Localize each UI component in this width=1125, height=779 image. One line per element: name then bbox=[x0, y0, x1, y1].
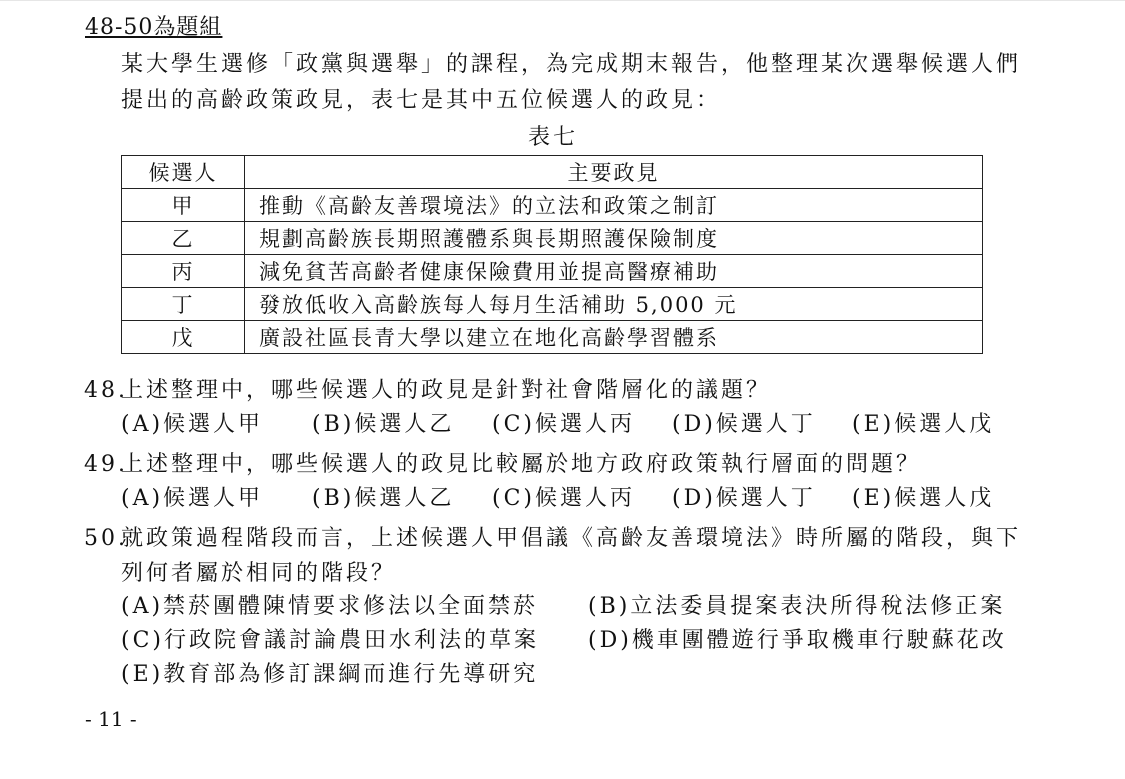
intro-line-2: 提出的高齡政策政見，表七是其中五位候選人的政見： bbox=[121, 88, 722, 113]
intro-line-1: 某大學生選修「政黨與選舉」的課程，為完成期末報告，他整理某次選舉候選人們 bbox=[121, 52, 1022, 77]
group-title: 48-50為題組 bbox=[85, 15, 223, 40]
candidate-cell: 戊 bbox=[122, 321, 245, 354]
candidate-policy-table bbox=[121, 155, 983, 354]
table-row bbox=[122, 288, 983, 321]
question-50-option-d[interactable]: (D)機車團體遊行爭取機車行駛蘇花改 bbox=[588, 628, 1007, 653]
table-header-row bbox=[122, 156, 983, 189]
question-48-option-b[interactable]: (B)候選人乙 bbox=[312, 412, 455, 437]
question-50-number: 50. bbox=[84, 526, 128, 551]
question-49-option-b[interactable]: (B)候選人乙 bbox=[312, 486, 455, 511]
table-row bbox=[122, 222, 983, 255]
question-50-option-a[interactable]: (A)禁菸團體陳情要求修法以全面禁菸 bbox=[121, 594, 539, 619]
candidate-cell: 乙 bbox=[122, 222, 245, 255]
question-50-option-c[interactable]: (C)行政院會議討論農田水利法的草案 bbox=[121, 628, 540, 653]
table-row bbox=[122, 321, 983, 354]
question-49-option-e[interactable]: (E)候選人戊 bbox=[852, 486, 995, 511]
question-50-option-e[interactable]: (E)教育部為修訂課綱而進行先導研究 bbox=[121, 662, 539, 687]
policy-cell: 推動《高齡友善環境法》的立法和政策之制訂 bbox=[245, 189, 983, 222]
table-row bbox=[122, 189, 983, 222]
question-48-number: 48. bbox=[84, 378, 128, 403]
question-48-option-a[interactable]: (A)候選人甲 bbox=[121, 412, 264, 437]
table-caption: 表七 bbox=[528, 125, 579, 150]
header-candidate: 候選人 bbox=[122, 156, 245, 189]
question-49-number: 49. bbox=[84, 452, 128, 477]
table-row bbox=[122, 255, 983, 288]
page-number: - 11 - bbox=[85, 707, 137, 731]
policy-cell: 規劃高齡族長期照護體系與長期照護保險制度 bbox=[245, 222, 983, 255]
policy-cell: 廣設社區長青大學以建立在地化高齡學習體系 bbox=[245, 321, 983, 354]
question-50-text-line-2: 列何者屬於相同的階段？ bbox=[121, 561, 397, 586]
candidate-cell: 丙 bbox=[122, 255, 245, 288]
question-50-option-b[interactable]: (B)立法委員提案表決所得稅法修正案 bbox=[588, 594, 1006, 619]
question-49-option-a[interactable]: (A)候選人甲 bbox=[121, 486, 264, 511]
question-48-option-d[interactable]: (D)候選人丁 bbox=[672, 412, 816, 437]
question-49-text: 上述整理中，哪些候選人的政見比較屬於地方政府政策執行層面的問題？ bbox=[121, 452, 922, 477]
question-49-option-d[interactable]: (D)候選人丁 bbox=[672, 486, 816, 511]
question-50-text-line-1: 就政策過程階段而言，上述候選人甲倡議《高齡友善環境法》時所屬的階段，與下 bbox=[121, 526, 1022, 551]
question-48-text: 上述整理中，哪些候選人的政見是針對社會階層化的議題？ bbox=[121, 378, 772, 403]
page-top-edge bbox=[0, 0, 1125, 1]
question-48-option-c[interactable]: (C)候選人丙 bbox=[492, 412, 635, 437]
question-49-option-c[interactable]: (C)候選人丙 bbox=[492, 486, 635, 511]
question-48-option-e[interactable]: (E)候選人戊 bbox=[852, 412, 995, 437]
policy-cell: 減免貧苦高齡者健康保險費用並提高醫療補助 bbox=[245, 255, 983, 288]
policy-cell: 發放低收入高齡族每人每月生活補助 5,000 元 bbox=[245, 288, 983, 321]
header-policy: 主要政見 bbox=[245, 156, 983, 189]
candidate-cell: 丁 bbox=[122, 288, 245, 321]
candidate-cell: 甲 bbox=[122, 189, 245, 222]
